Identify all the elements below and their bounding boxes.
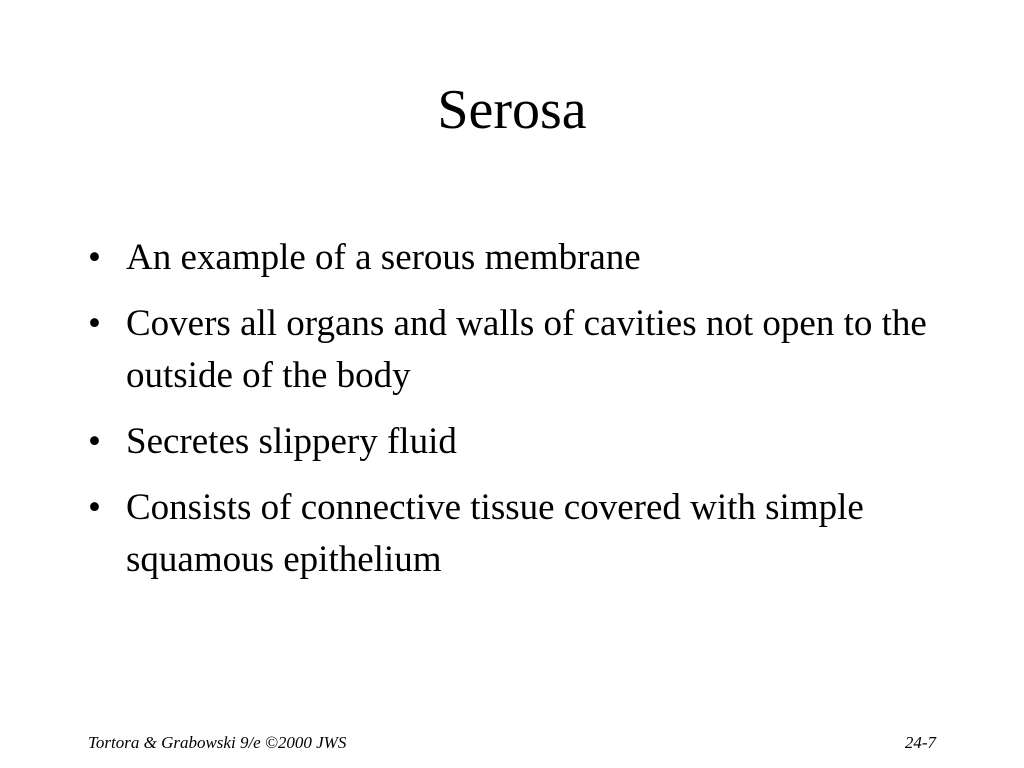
footer-citation: Tortora & Grabowski 9/e ©2000 JWS (88, 733, 347, 752)
bullet-item (88, 232, 928, 284)
bullet-item (88, 298, 928, 402)
bullet-icon: • (88, 421, 101, 462)
bullet-item (88, 482, 928, 586)
bullet-icon: • (88, 487, 101, 528)
bullet-text: Secretes slippery fluid (126, 421, 457, 462)
bullet-text: Covers all organs and walls of cavities not open to the outside of the body (126, 303, 927, 396)
slide-number: 24-7 (904, 733, 936, 752)
bullet-icon: • (88, 237, 101, 278)
bullet-icon: • (88, 303, 101, 344)
bullet-list (88, 232, 928, 600)
bullet-text: Consists of connective tissue covered with simple squamous epithelium (126, 487, 864, 580)
bullet-text: An example of a serous membrane (126, 237, 641, 278)
slide-title: Serosa (437, 79, 587, 141)
bullet-item (88, 416, 928, 468)
